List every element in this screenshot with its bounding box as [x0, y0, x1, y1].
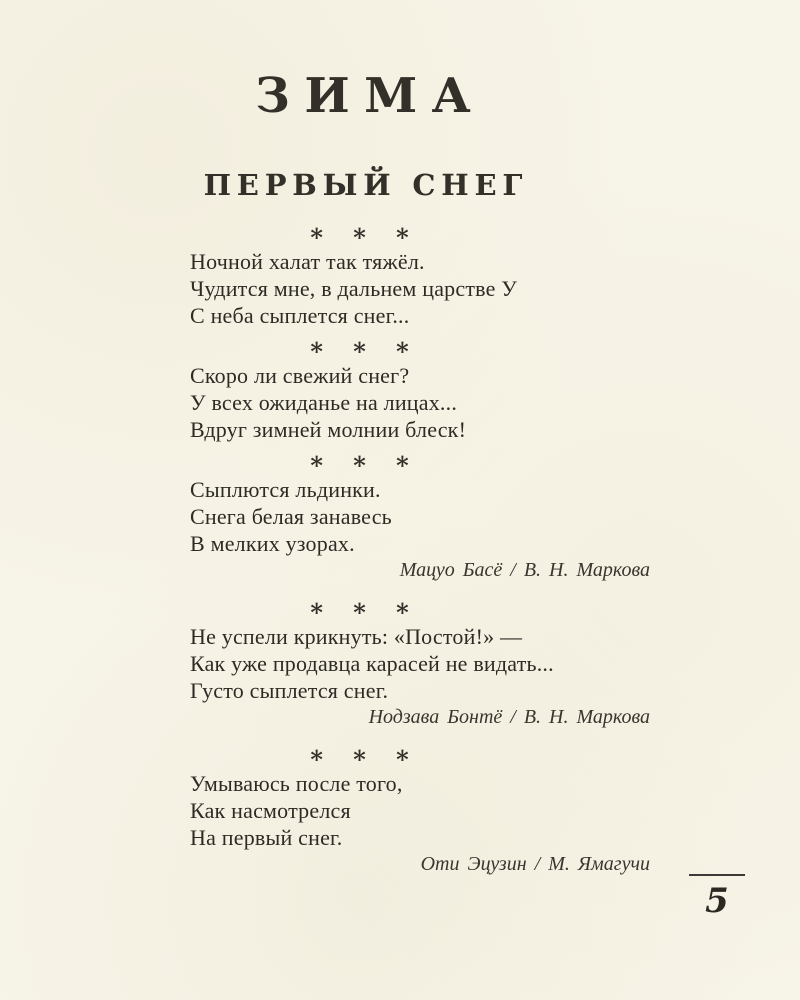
poem: [190, 362, 650, 443]
poem-line: Умываюсь после того,: [190, 771, 403, 796]
poem-line: Не успели крикнуть: «Постой!» —: [190, 624, 523, 649]
poem-line: Чудится мне, в дальнем царстве У: [190, 276, 518, 301]
poem-separator: * * *: [310, 337, 416, 366]
poem-attribution: Мацуо Басё / В. Н. Маркова: [399, 559, 650, 581]
poem-column: [190, 0, 650, 876]
poem-line: На первый снег.: [190, 825, 343, 850]
poem-separator: * * *: [310, 451, 416, 480]
poem-line: В мелких узорах.: [190, 531, 355, 556]
poem: [190, 623, 650, 704]
poem-separator: * * *: [310, 223, 416, 252]
section-title: ЗИМА: [255, 68, 486, 124]
poem-separator: * * *: [310, 598, 416, 627]
poem-separator: * * *: [310, 745, 416, 774]
poem-attribution: Нодзава Бонтё / В. Н. Маркова: [368, 706, 650, 728]
poem-line: Сыплются льдинки.: [190, 477, 381, 502]
poem: [190, 248, 650, 329]
poem-line: Скоро ли свежий снег?: [190, 363, 410, 388]
poem-attribution: Оти Эцузин / М. Ямагучи: [420, 853, 650, 875]
poem-group-title: ПЕРВЫЙ СНЕГ: [203, 168, 529, 202]
poem: [190, 476, 650, 557]
page-footer: [686, 874, 748, 920]
poem-line: Вдруг зимней молнии блеск!: [190, 417, 467, 442]
poem-line: С неба сыплется снег...: [190, 303, 410, 328]
page-number: 5: [705, 881, 729, 921]
poem-line: У всех ожиданье на лицах...: [190, 390, 458, 415]
poem-line: Снега белая занавесь: [190, 504, 392, 529]
page-number-rule: [689, 874, 745, 876]
poem-line: Густо сыплется снег.: [190, 678, 389, 703]
poem-line: Как уже продавца карасей не видать...: [190, 651, 554, 676]
poem-line: Как насмотрелся: [190, 798, 351, 823]
poem: [190, 770, 650, 851]
poem-line: Ночной халат так тяжёл.: [190, 249, 425, 274]
